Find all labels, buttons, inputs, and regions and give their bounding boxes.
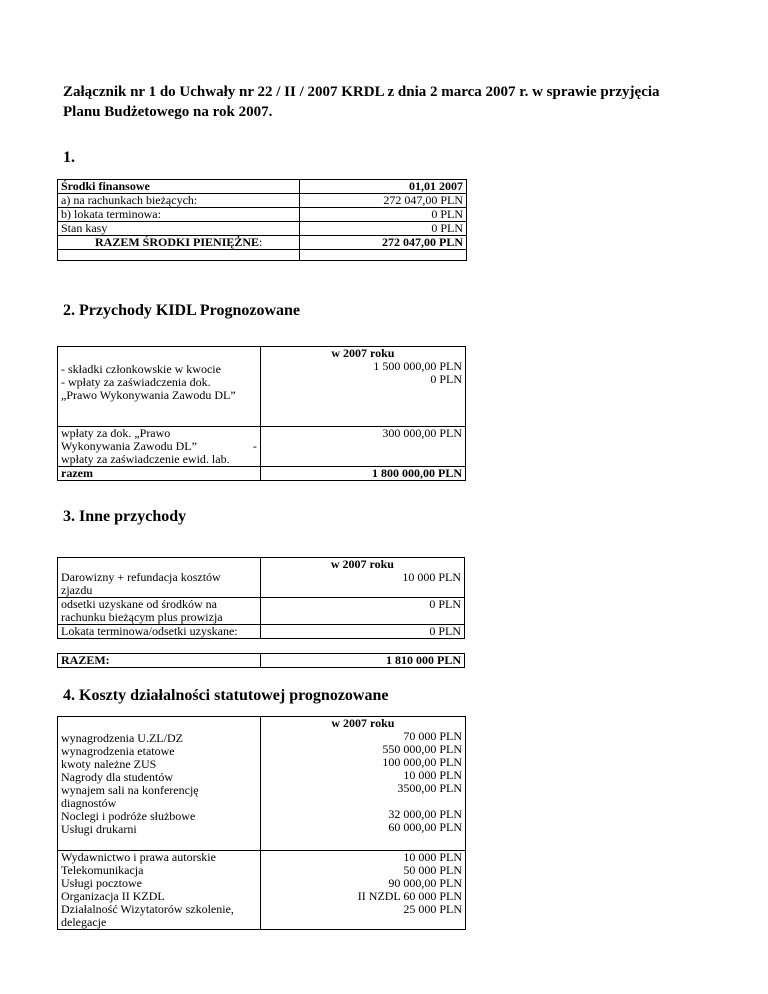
table-row bbox=[58, 717, 466, 851]
table-cell: Lokata terminowa/odsetki uzyskane: bbox=[58, 625, 261, 639]
table-cell: 0 PLN bbox=[300, 222, 467, 236]
table-row bbox=[58, 625, 465, 639]
section-3-title: 3. Inne przychody bbox=[63, 508, 187, 525]
section-2-title: 2. Przychody KIDL Prognozowane bbox=[63, 302, 301, 319]
row-text-line: - składki członkowskie w kwocie bbox=[61, 362, 221, 376]
row-text-line: Usługi pocztowe bbox=[61, 876, 142, 890]
table-cell bbox=[260, 558, 464, 598]
row-text-line: Działalność Wizytatorów szkolenie, bbox=[61, 902, 234, 916]
heading-line-2: Planu Budżetowego na rok 2007. bbox=[63, 104, 273, 120]
row-text-line: Telekomunikacja bbox=[61, 863, 144, 877]
table-row bbox=[58, 427, 466, 467]
table-cell: Środki finansowe bbox=[58, 180, 300, 194]
table-row bbox=[58, 180, 467, 194]
table-cell bbox=[58, 427, 261, 467]
table-cell: RAZEM: bbox=[58, 654, 261, 668]
table-row bbox=[58, 467, 466, 481]
row-text-line: „Prawo Wykonywania Zawodu DL” bbox=[61, 388, 236, 402]
table-cell: b) lokata terminowa: bbox=[58, 208, 300, 222]
row-text-line: rachunku bieżącym plus prowizja bbox=[61, 610, 223, 624]
row-text-line: Nagrody dla studentów bbox=[61, 770, 173, 784]
dash-mark: - bbox=[252, 439, 257, 453]
table-cell bbox=[58, 851, 261, 930]
value-line: 550 000,00 PLN bbox=[382, 742, 462, 756]
value-line: 70 000 PLN bbox=[403, 729, 462, 743]
value-line: 100 000,00 PLN bbox=[382, 755, 462, 769]
row-text-line: wpłaty za dok. „Prawo bbox=[61, 426, 171, 440]
table-row bbox=[58, 851, 466, 930]
table-cell: razem bbox=[58, 467, 261, 481]
row-text-line: zjazdu bbox=[61, 583, 93, 597]
row-text-line: kwoty należne ZUS bbox=[61, 757, 157, 771]
table-cell: a) na rachunkach bieżących: bbox=[58, 194, 300, 208]
row-text-line: odsetki uzyskane od środków na bbox=[61, 597, 217, 611]
section-1-table bbox=[57, 179, 467, 261]
value-line: 10 000 PLN bbox=[402, 570, 461, 584]
row-text-line: Darowizny + refundacja kosztów bbox=[61, 570, 221, 584]
row-text-line: delegacje bbox=[61, 915, 107, 929]
row-text-line: Usługi drukarni bbox=[61, 822, 137, 836]
table-row bbox=[58, 250, 467, 261]
value-line: 25 000 PLN bbox=[403, 902, 462, 916]
table-cell: Stan kasy bbox=[58, 222, 300, 236]
value-line: 90 000,00 PLN bbox=[388, 876, 462, 890]
table-cell: 0 PLN bbox=[260, 625, 464, 639]
value-line: 60 000,00 PLN bbox=[388, 820, 462, 834]
table-row bbox=[58, 194, 467, 208]
column-header: w 2007 roku bbox=[330, 557, 394, 571]
table-cell: 01,01 2007 bbox=[300, 180, 467, 194]
row-text-line: Organizacja II KZDL bbox=[61, 889, 165, 903]
row-text-line: - wpłaty za zaświadczenia dok. bbox=[61, 375, 211, 389]
table-cell: 1 800 000,00 PLN bbox=[260, 467, 465, 481]
value-line: 3500,00 PLN bbox=[397, 781, 462, 795]
row-text-line: wpłaty za zaświadczenie ewid. lab. bbox=[61, 452, 230, 466]
table-cell bbox=[58, 250, 300, 261]
value-line: 1 500 000,00 PLN bbox=[373, 359, 462, 373]
table-row bbox=[58, 558, 465, 598]
table-cell bbox=[58, 347, 261, 427]
row-text-line: wynagrodzenia etatowe bbox=[61, 744, 175, 758]
section-2-table bbox=[57, 346, 466, 481]
value-line: 50 000 PLN bbox=[403, 863, 462, 877]
value-line: 0 PLN bbox=[430, 372, 462, 386]
table-cell bbox=[260, 851, 465, 930]
row-text-line: wynajem sali na konferencję bbox=[61, 783, 199, 797]
table-cell: 1 810 000 PLN bbox=[260, 654, 464, 668]
row-text-line: wynagrodzenia U.ZL/DZ bbox=[61, 731, 183, 745]
table-row bbox=[58, 222, 467, 236]
table-cell bbox=[260, 347, 465, 427]
section-3-table bbox=[57, 557, 465, 639]
table-cell bbox=[58, 558, 261, 598]
column-header: w 2007 roku bbox=[331, 346, 395, 360]
section-4-title: 4. Koszty działalności statutowej prognozowane bbox=[63, 687, 389, 704]
table-cell: 272 047,00 PLN bbox=[300, 236, 467, 250]
column-header: w 2007 roku bbox=[331, 716, 395, 730]
table-row bbox=[58, 654, 465, 668]
table-row bbox=[58, 598, 465, 625]
table-cell bbox=[300, 250, 467, 261]
document-heading bbox=[63, 82, 743, 122]
section-1-title: 1. bbox=[63, 149, 75, 166]
table-cell: 300 000,00 PLN bbox=[260, 427, 465, 467]
row-text-line: Noclegi i podróże służbowe bbox=[61, 809, 196, 823]
total-label-colon: : bbox=[259, 235, 263, 249]
section-3-total-table bbox=[57, 653, 465, 668]
value-line: 10 000 PLN bbox=[403, 768, 462, 782]
table-row bbox=[58, 347, 466, 427]
section-4-table bbox=[57, 716, 466, 930]
value-line: II NZDL 60 000 PLN bbox=[357, 889, 462, 903]
row-text-line bbox=[61, 440, 257, 453]
table-cell bbox=[58, 717, 261, 851]
total-label: RAZEM ŚRODKI PIENIĘŻNE bbox=[95, 235, 260, 249]
table-cell bbox=[260, 717, 465, 851]
row-text-line: diagnostów bbox=[61, 796, 117, 810]
row-text: Wykonywania Zawodu DL” bbox=[61, 439, 197, 453]
value-line: 10 000 PLN bbox=[403, 850, 462, 864]
table-cell bbox=[58, 598, 261, 625]
table-cell: 272 047,00 PLN bbox=[300, 194, 467, 208]
row-text-line: Wydawnictwo i prawa autorskie bbox=[61, 850, 216, 864]
value-line: 32 000,00 PLN bbox=[388, 807, 462, 821]
table-cell: 0 PLN bbox=[260, 598, 464, 625]
table-cell bbox=[58, 236, 300, 250]
table-row bbox=[58, 208, 467, 222]
table-row bbox=[58, 236, 467, 250]
heading-line-1: Załącznik nr 1 do Uchwały nr 22 / II / 2007 KRDL z dnia 2 marca 2007 r. w sprawie przyjęcia bbox=[63, 84, 660, 100]
table-cell: 0 PLN bbox=[300, 208, 467, 222]
